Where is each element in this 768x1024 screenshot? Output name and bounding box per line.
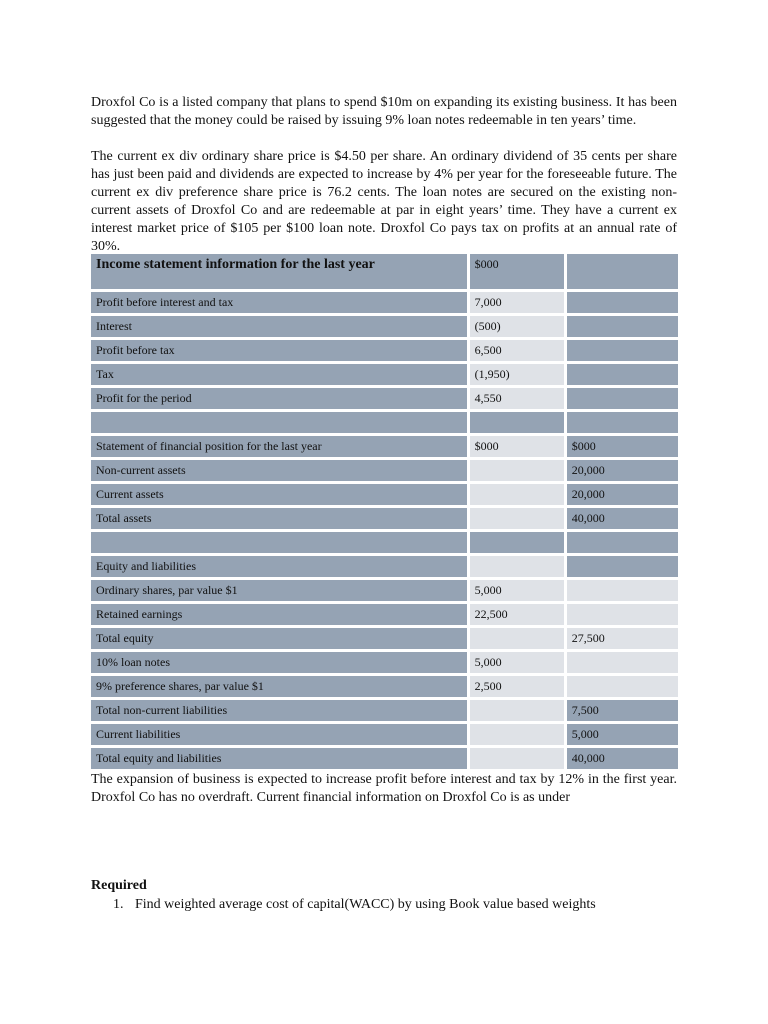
table-row [91,484,678,505]
table-row [91,676,678,697]
row-value: 2,500 [467,676,564,697]
row-total [564,556,678,577]
table-row [91,724,678,745]
row-total: 40,000 [564,508,678,529]
financial-table [91,251,678,772]
row-total [564,604,678,625]
row-label: Total equity and liabilities [91,748,467,769]
row-total: 5,000 [564,724,678,745]
row-label: Total assets [91,508,467,529]
required-item-number: 1. [113,897,124,912]
table-row [91,652,678,673]
required-heading: Required [91,878,147,893]
required-item-text: Find weighted average cost of capital(WACC) by using Book value based weights [135,897,596,912]
spacer-cell [91,412,467,433]
row-label: Total non-current liabilities [91,700,467,721]
table-row [91,388,678,409]
details-paragraph: The current ex div ordinary share price is $4.50 per share. An ordinary dividend of 35 cents per share has just been paid and dividends are expected to increase by 4% per year for the foreseeable future. The current ex div preference share price is 76.2 cents. The loan notes are secured on the existing non-current assets of Droxfol Co and are redeemable at par in eight years’ time. They have a current ex interest market price of $105 per $100 loan note. Droxfol Co pays tax on profits at an annual rate of 30%. [91,149,677,254]
row-value: 22,500 [467,604,564,625]
row-label: 9% preference shares, par value $1 [91,676,467,697]
after-table-paragraph: The expansion of business is expected to increase profit before interest and tax by 12% in the first year. Droxfol Co has no overdraft. Current financial information on Droxfol Co is as under [91,772,677,805]
income-header-label: Income statement information for the last year [91,254,467,289]
position-header-label: Statement of financial position for the last year [91,436,467,457]
row-label: Interest [91,316,467,337]
row-total [564,316,678,337]
row-label: Ordinary shares, par value $1 [91,580,467,601]
spacer-cell [467,412,564,433]
spacer-cell [564,412,678,433]
table-row [91,340,678,361]
row-label: Current liabilities [91,724,467,745]
row-value [467,700,564,721]
row-total: 27,500 [564,628,678,649]
row-value [467,724,564,745]
required-item [113,897,596,913]
row-value: 5,000 [467,652,564,673]
table-row [91,748,678,769]
row-value [467,628,564,649]
position-header-row [91,436,678,457]
spacer-row [91,532,678,553]
intro-paragraph: Droxfol Co is a listed company that plans to spend $10m on expanding its existing business. It has been suggested that the money could be raised by issuing 9% loan notes redeemable in ten years’ time. [91,95,677,128]
table-row [91,580,678,601]
row-total [564,364,678,385]
row-total: 20,000 [564,484,678,505]
row-total: 20,000 [564,460,678,481]
row-label: Retained earnings [91,604,467,625]
equity-header-row [91,556,678,577]
table-row [91,316,678,337]
row-label: Total equity [91,628,467,649]
row-label: 10% loan notes [91,652,467,673]
row-value: (500) [467,316,564,337]
row-label: Tax [91,364,467,385]
spacer-cell [467,532,564,553]
spacer-row [91,412,678,433]
row-total: 40,000 [564,748,678,769]
row-total [564,388,678,409]
table-row [91,508,678,529]
income-header-col3 [564,254,678,289]
spacer-cell [564,532,678,553]
row-value [467,748,564,769]
table-row [91,628,678,649]
row-total [564,652,678,673]
row-label: Current assets [91,484,467,505]
spacer-cell [91,532,467,553]
income-header-unit: $000 [467,254,564,289]
table-row [91,604,678,625]
table-row [91,460,678,481]
row-value: 4,550 [467,388,564,409]
position-header-unit: $000 [467,436,564,457]
row-value [467,508,564,529]
row-value: 5,000 [467,580,564,601]
row-total [564,292,678,313]
row-value: 6,500 [467,340,564,361]
row-value: (1,950) [467,364,564,385]
row-label: Profit for the period [91,388,467,409]
row-label: Profit before interest and tax [91,292,467,313]
table-row [91,364,678,385]
table-row [91,292,678,313]
row-total [564,676,678,697]
row-label: Non-current assets [91,460,467,481]
row-total [564,580,678,601]
table-row [91,700,678,721]
row-total [564,340,678,361]
position-header-unit-2: $000 [564,436,678,457]
row-total: 7,500 [564,700,678,721]
row-value [467,460,564,481]
equity-header-label: Equity and liabilities [91,556,467,577]
row-label: Profit before tax [91,340,467,361]
income-header-row [91,254,678,289]
row-value: 7,000 [467,292,564,313]
row-value [467,556,564,577]
row-value [467,484,564,505]
